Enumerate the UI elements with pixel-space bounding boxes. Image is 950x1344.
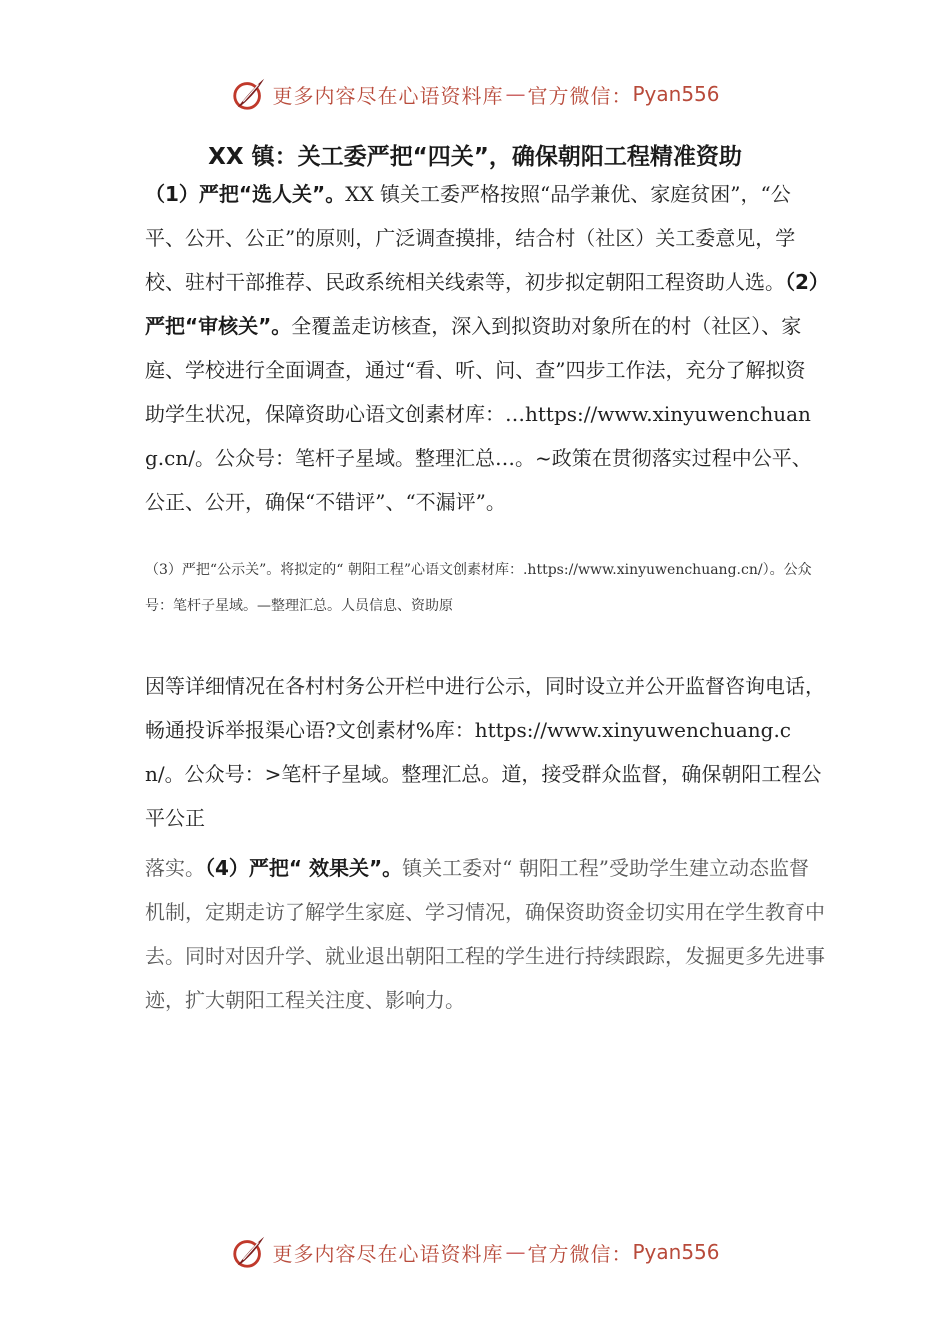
text-effect-lead: 落实。: [145, 856, 205, 880]
banner-wechat-label: 官方微信：: [527, 83, 633, 108]
footer-main-text: 更多内容尽在心语资料库: [272, 1241, 504, 1266]
heading-review: （2）严把“审核关”。: [145, 270, 819, 338]
quill-logo-icon: [230, 75, 268, 113]
text-selection: XX 镇关工委严格按照“品学兼优、家庭贫困”，“公平、公开、公正”的原则，广泛调查摸排，结合村（社区）关工委意见，学校、驻村干部推荐、民政系统相关线索等，初步拟定朝阳工程资助人选。: [145, 182, 796, 294]
paragraph-publicity: （3）严把“公示关”。将拟定的“ 朝阳工程”心语文创素材库：.https://www.xinyuwenchuang.cn/）。公众号：笔杆子星域。—整理汇总。人员信息、资助原: [145, 562, 812, 614]
quill-logo-icon: [230, 1233, 268, 1271]
footer-separator: —: [505, 1240, 526, 1264]
paragraph-effect: [145, 846, 825, 1022]
banner-separator: —: [505, 82, 526, 106]
heading-selection: （1）严把“选人关”。: [145, 182, 346, 206]
banner-wechat-id: Pyan556: [632, 82, 720, 106]
footer-banner: [0, 1230, 950, 1274]
text-review-cont: 听、问、查”四步工作法，充分了解拟资助学生状况，保障资助心语文创素材库：…https://www.xinyuwenchuang.cn/。公众号：笔杆子星域。整理汇总…。~政策在贯彻落实过程中公平、公正、公开，确保“不错评”、“不漏评”。: [145, 358, 812, 514]
text-review: 全覆盖走访核查，深入到拟资助对象所在的村（社区）、家庭、学校进行全面调查，通过“看、: [145, 314, 802, 382]
section-publicity-small: [145, 552, 825, 624]
section-1-2-3-text: [145, 172, 825, 524]
document-title: XX 镇：关工委严把“四关”，确保朝阳工程精准资助: [208, 144, 742, 170]
banner-main-text: 更多内容尽在心语资料库: [272, 83, 504, 108]
paragraph-selection-review: [145, 172, 825, 524]
header-banner: [0, 72, 950, 116]
text-effect: 镇关工委对“ 朝阳工程”受助学生建立动态监督机制，定期走访了解学生家庭、学习情况，确保资助资金切实用在学生教育中去。同时对因升学、就业退出朝阳工程的学生进行持续跟踪，发掘更多先进事迹，扩大朝阳工程关注度、影响力。: [145, 856, 825, 1012]
paragraph-publicity-cont: 因等详细情况在各村村务公开栏中进行公示，同时设立并公开监督咨询电话，畅通投诉举报渠心语?文创素材%库：https://www.xinyuwenchuang.cn/。公众号：>笔杆子星域。整理汇总。道，接受群众监督，确保朝阳工程公平公正: [145, 674, 825, 830]
footer-wechat-label: 官方微信：: [527, 1241, 633, 1266]
section-effect: [145, 846, 825, 1022]
section-publicity-cont: [145, 664, 825, 840]
footer-wechat-id: Pyan556: [632, 1240, 720, 1264]
heading-effect: （4）严把“ 效果关”。: [205, 856, 403, 880]
